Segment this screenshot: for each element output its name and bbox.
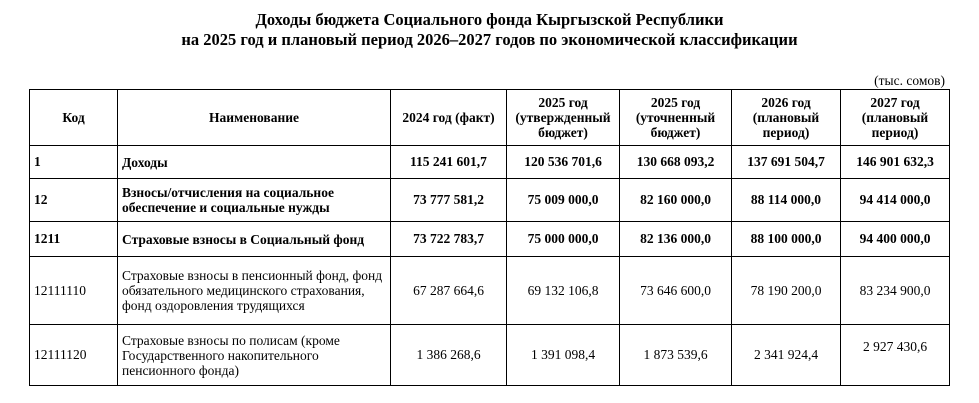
row-value-2025-approved: 120 536 701,6: [507, 146, 620, 179]
row-value-2025-updated: 1 873 539,6: [620, 325, 732, 386]
title-line-2: на 2025 год и плановый период 2026–2027 годов по экономической классификации: [181, 30, 798, 49]
row-name: Взносы/отчисления на социальное обеспечение и социальные нужды: [118, 179, 391, 222]
units-note: (тыс. сомов): [874, 73, 945, 88]
row-name: Доходы: [118, 146, 391, 179]
budget-table: [29, 89, 950, 386]
row-value-2027: 94 414 000,0: [841, 179, 950, 222]
header-2026: 2026 год (плановый период): [732, 90, 841, 146]
row-code: 12111120: [30, 325, 118, 386]
row-name: Страховые взносы в пенсионный фонд, фонд обязательного медицинского страхования, фонд оздоровления трудящихся: [118, 257, 391, 325]
table-row: [30, 146, 950, 179]
row-value-2025-approved: 69 132 106,8: [507, 257, 620, 325]
row-value-2026: 78 190 200,0: [732, 257, 841, 325]
row-value-2026: 88 114 000,0: [732, 179, 841, 222]
row-name: Страховые взносы в Социальный фонд: [118, 222, 391, 257]
row-value-2024: 73 722 783,7: [391, 222, 507, 257]
row-value-2024: 73 777 581,2: [391, 179, 507, 222]
row-value-2026: 88 100 000,0: [732, 222, 841, 257]
header-2027: 2027 год (плановый период): [841, 90, 950, 146]
row-value-2024: 115 241 601,7: [391, 146, 507, 179]
header-2025-approved: 2025 год (утвержденный бюджет): [507, 90, 620, 146]
row-value-2027: 146 901 632,3: [841, 146, 950, 179]
header-code: Код: [30, 90, 118, 146]
table-row: [30, 325, 950, 386]
row-value-2024: 1 386 268,6: [391, 325, 507, 386]
row-value-2025-approved: 1 391 098,4: [507, 325, 620, 386]
row-code: 1: [30, 146, 118, 179]
row-value-2026: 137 691 504,7: [732, 146, 841, 179]
table-row: [30, 257, 950, 325]
row-value-2024: 67 287 664,6: [391, 257, 507, 325]
row-value-2025-approved: 75 009 000,0: [507, 179, 620, 222]
row-value-2025-updated: 130 668 093,2: [620, 146, 732, 179]
row-value-2027: 2 927 430,6: [841, 325, 950, 386]
page-title: [0, 10, 979, 50]
row-value-2025-updated: 73 646 600,0: [620, 257, 732, 325]
header-2025-updated: 2025 год (уточненный бюджет): [620, 90, 732, 146]
row-value-2025-updated: 82 136 000,0: [620, 222, 732, 257]
row-value-2027: 94 400 000,0: [841, 222, 950, 257]
row-name: Страховые взносы по полисам (кроме Государственного накопительного пенсионного фонда): [118, 325, 391, 386]
row-value-2025-approved: 75 000 000,0: [507, 222, 620, 257]
row-value-2026: 2 341 924,4: [732, 325, 841, 386]
table-header-row: [30, 90, 950, 146]
table-row: [30, 222, 950, 257]
row-value-2027: 83 234 900,0: [841, 257, 950, 325]
row-code: 1211: [30, 222, 118, 257]
header-name: Наименование: [118, 90, 391, 146]
title-line-1: Доходы бюджета Социального фонда Кыргызской Республики: [255, 10, 724, 29]
table-row: [30, 179, 950, 222]
row-value-2025-updated: 82 160 000,0: [620, 179, 732, 222]
header-2024: 2024 год (факт): [391, 90, 507, 146]
row-code: 12111110: [30, 257, 118, 325]
row-code: 12: [30, 179, 118, 222]
